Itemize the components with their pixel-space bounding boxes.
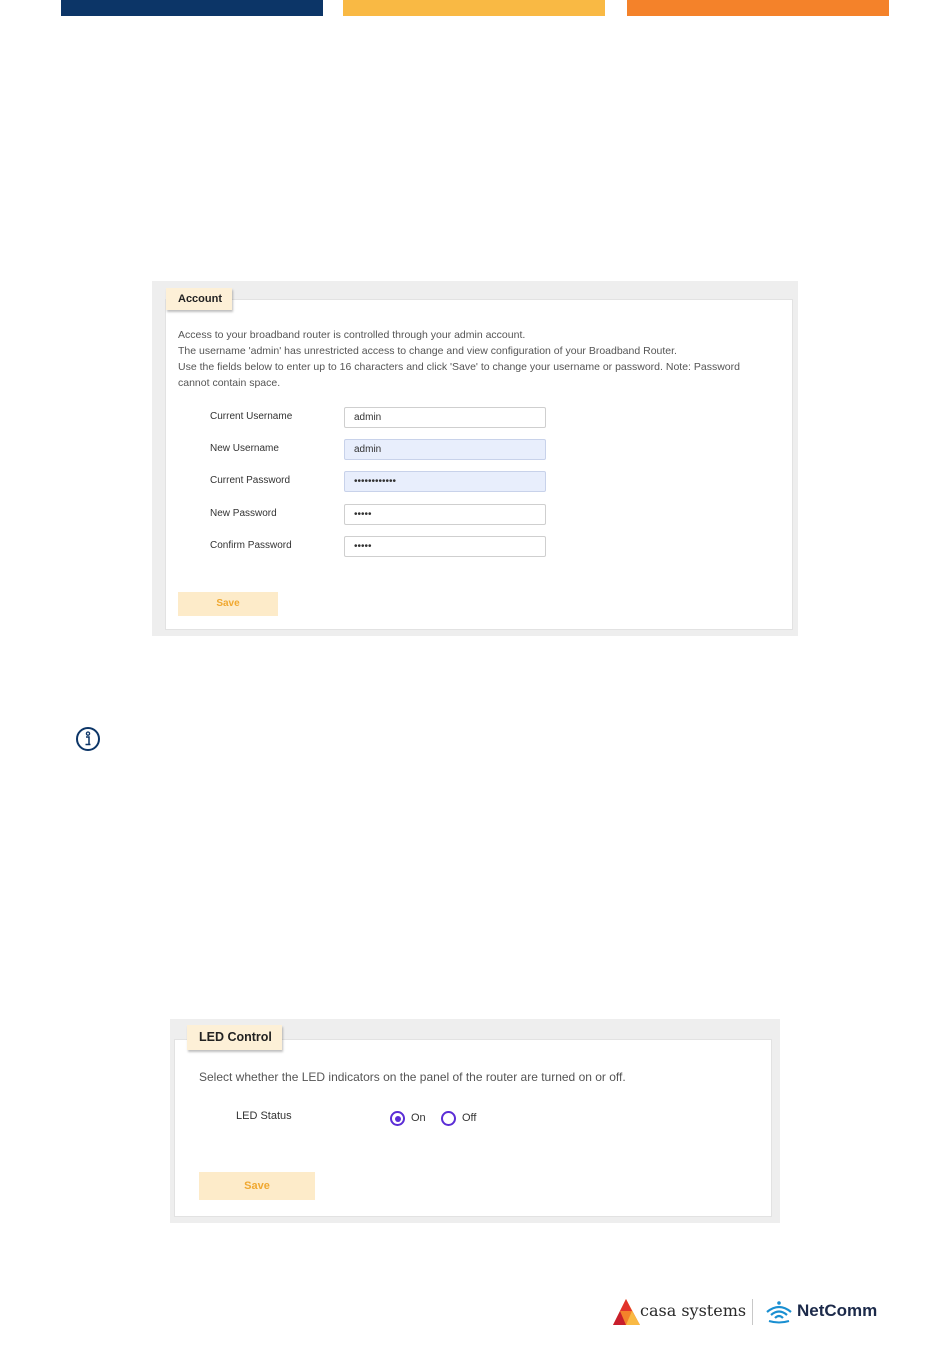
header-bar-orange — [627, 0, 889, 16]
casa-systems-logo-text: casa systems — [640, 1301, 747, 1320]
confirm-password-field[interactable]: ••••• — [344, 536, 546, 557]
account-tab: Account — [166, 288, 232, 310]
led-on-radio[interactable] — [390, 1111, 405, 1126]
logo-divider — [752, 1299, 753, 1325]
new-username-field[interactable]: admin — [344, 439, 546, 460]
netcomm-logo-text: NetComm — [797, 1301, 878, 1320]
confirm-password-label: Confirm Password — [210, 540, 292, 551]
new-password-field[interactable]: ••••• — [344, 504, 546, 525]
header-bar-navy — [61, 0, 323, 16]
new-password-label: New Password — [210, 508, 277, 519]
led-control-tab: LED Control — [187, 1025, 282, 1050]
led-off-radio[interactable] — [441, 1111, 456, 1126]
account-save-button[interactable]: Save — [178, 592, 278, 616]
current-username-field[interactable]: admin — [344, 407, 546, 428]
led-off-label[interactable]: Off — [462, 1112, 477, 1124]
current-username-label: Current Username — [210, 411, 293, 422]
info-circle-icon — [75, 726, 101, 752]
new-username-label: New Username — [210, 443, 279, 454]
current-password-field[interactable]: •••••••••••• — [344, 471, 546, 492]
account-description — [178, 327, 778, 391]
account-description-line: cannot contain space. — [178, 377, 281, 389]
header-bar-yellow — [343, 0, 605, 16]
led-on-label[interactable]: On — [411, 1112, 426, 1124]
led-save-button[interactable]: Save — [199, 1172, 315, 1200]
led-status-label: LED Status — [236, 1110, 292, 1122]
account-description-line: The username 'admin' has unrestricted access to change and view configuration of your Broadband Router. — [178, 345, 677, 357]
current-password-label: Current Password — [210, 475, 291, 486]
netcomm-wifi-icon — [764, 1299, 794, 1325]
casa-triangle-icon — [612, 1298, 642, 1326]
account-description-line: Access to your broadband router is controlled through your admin account. — [178, 329, 526, 341]
led-description: Select whether the LED indicators on the panel of the router are turned on or off. — [199, 1070, 626, 1084]
account-description-line: Use the fields below to enter up to 16 characters and click 'Save' to change your username or password. Note: Password — [178, 361, 740, 373]
